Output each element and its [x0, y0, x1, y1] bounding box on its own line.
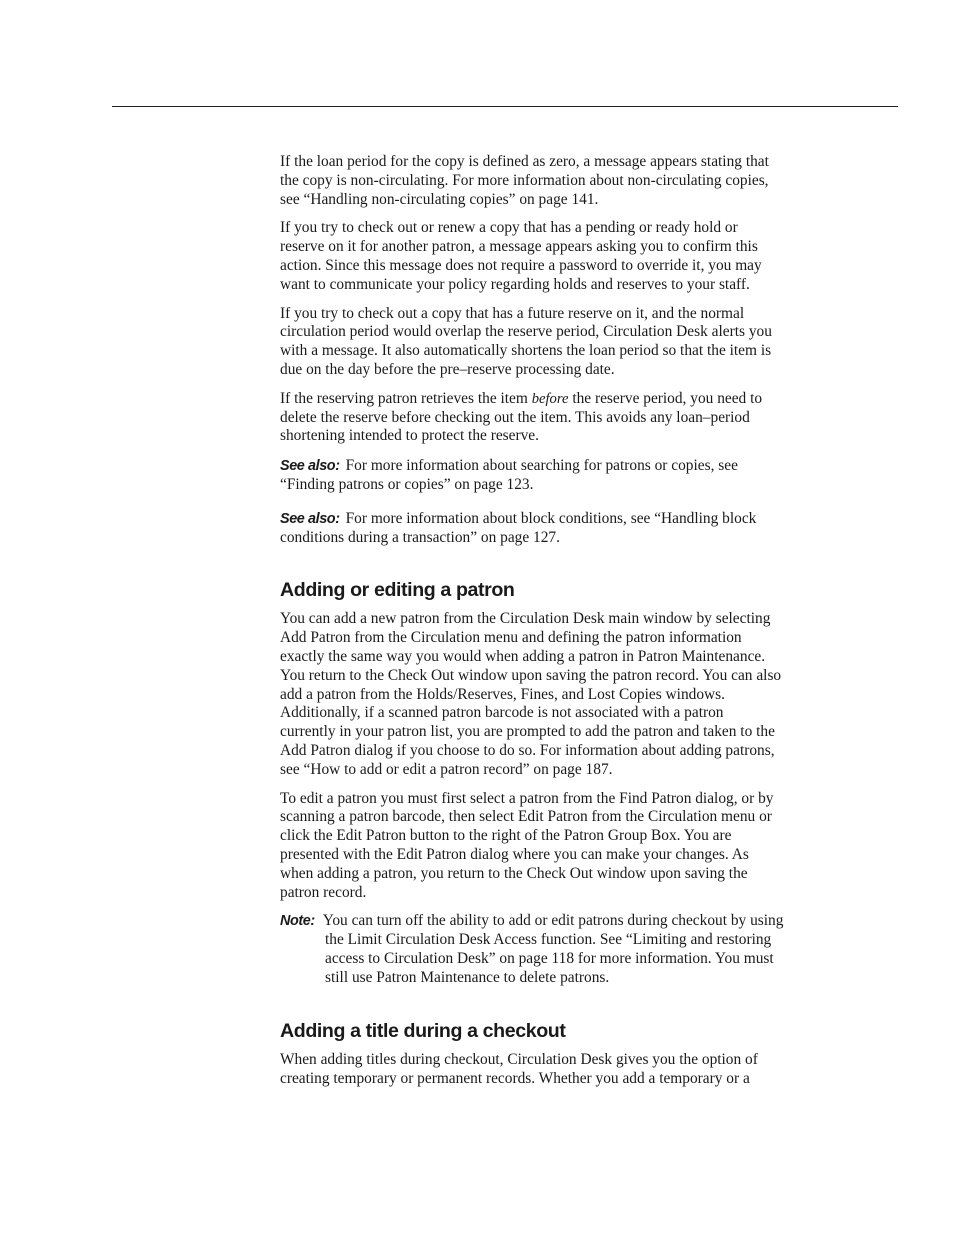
emphasis-before: before — [531, 390, 569, 407]
note-label: Note: — [280, 913, 315, 930]
see-also-label: See also: — [280, 510, 340, 527]
page-content — [280, 153, 846, 1089]
paragraph-pending-hold: If you try to check out or renew a copy that has a pending or ready hold or reserve on it for another patron, a message appears asking you to confirm this action. Since this message does not require a password to override it, you may want to communicate your policy regarding holds and reserves to your staff. — [280, 219, 762, 293]
see-also-searching — [280, 457, 846, 495]
see-also-text: For more information about searching for patrons or copies, see “Finding patrons or copies” on page 123. — [280, 457, 738, 493]
note-text: You can turn off the ability to add or edit patrons during checkout by using the Limit Circulation Desk Access function. See “Limiting and restoring access to Circulation Desk” on page 118 for more information. You must still use Patron Maintenance to delete patrons. — [322, 912, 784, 986]
note-limit-access — [280, 912, 846, 987]
see-also-label: See also: — [280, 458, 340, 475]
paragraph-add-patron: You can add a new patron from the Circulation Desk main window by selecting Add Patron from the Circulation menu and defining the patron information exactly the same way you would when adding a patron in Patron Maintenance. You return to the Check Out window upon saving the patron record. You can also add a patron from the Holds/Reserves, Fines, and Lost Copies windows. Additionally, if a scanned patron barcode is not associated with a patron currently in your patron list, you are prompted to add the patron and taken to the Add Patron dialog if you choose to do so. For information about adding patrons, see “How to add or edit a patron record” on page 187. — [280, 610, 782, 778]
paragraph-future-reserve: If you try to check out a copy that has a future reserve on it, and the normal circulation period would overlap the reserve period, Circulation Desk alerts you with a message. It also automatically shortens the loan period so that the item is due on the day before the pre–reserve processing date. — [280, 304, 772, 378]
paragraph-edit-patron: To edit a patron you must first select a patron from the Find Patron dialog, or by scanning a patron barcode, then select Edit Patron from the Circulation menu or click the Edit Patron button to the right of the Patron Group Box. You are presented with the Edit Patron dialog where you can make your changes. As when adding a patron, you return to the Check Out window upon saving the patron record. — [280, 789, 774, 901]
see-also-block-conditions — [280, 510, 846, 548]
see-also-text: For more information about block conditions, see “Handling block conditions during a transaction” on page 127. — [280, 509, 757, 546]
paragraph-loan-period-zero: If the loan period for the copy is defined as zero, a message appears stating that the copy is non-circulating. For more information about non-circulating copies, see “Handling non-circulating copies” on page 141. — [280, 153, 769, 208]
paragraph-adding-title: When adding titles during checkout, Circulation Desk gives you the option of creating temporary or permanent records. Whether you add a temporary or a — [280, 1051, 758, 1088]
paragraph-reserving-patron — [280, 390, 846, 446]
header-rule — [112, 106, 898, 107]
paragraph-reserving-patron-start: If the reserving patron retrieves the item — [280, 389, 532, 407]
section-heading-adding-title: Adding a title during a checkout — [280, 1020, 566, 1043]
paragraph-reserving-patron-end: the reserve period, you need to delete the reserve before checking out the item. This avoids any loan–period shortening intended to protect the reserve. — [280, 389, 763, 445]
section-heading-adding-editing-patron: Adding or editing a patron — [280, 579, 515, 602]
